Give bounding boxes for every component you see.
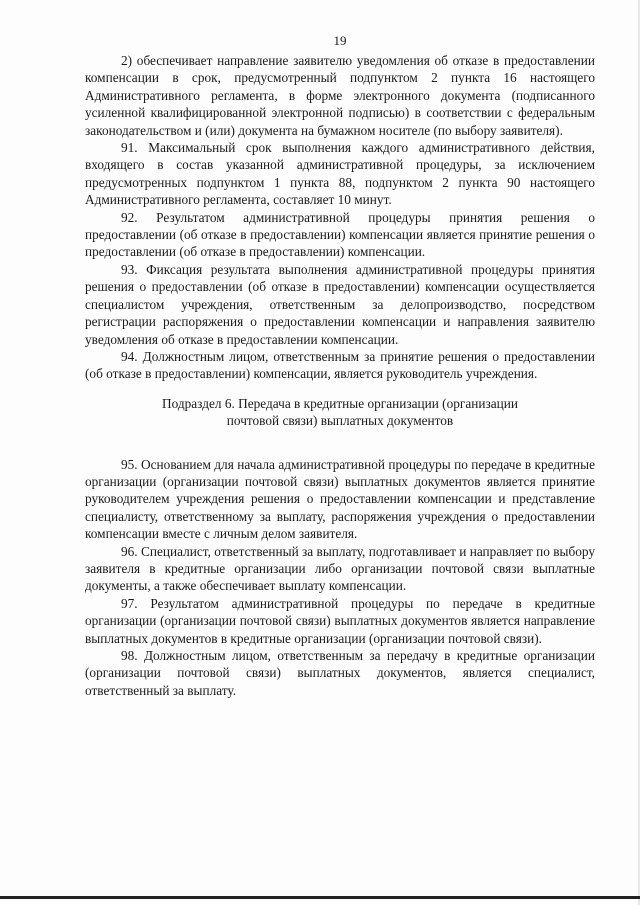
paragraph-97: 97. Результатом административной процедуры по передаче в кредитные организации (организации почтовой связи) выплатных документов является направление выплатных документов в кредитные организации (организации почтовой связи). <box>85 595 595 646</box>
heading-spacer <box>85 430 595 456</box>
paragraph-94: 94. Должностным лицом, ответственным за принятие решения о предоставлении (об отказе в предоставлении) компенсации, является руководитель учреждения. <box>85 348 595 382</box>
subsection-heading-line-2: почтовой связи) выплатных документов <box>226 413 454 429</box>
subsection-heading <box>85 395 595 430</box>
paragraph-96: 96. Специалист, ответственный за выплату, подготавливает и направляет по выбору заявителя в кредитные организации либо организации почтовой связи выплатные документы, а также обеспечивает выплату компенсации. <box>85 543 595 594</box>
page-body <box>85 52 595 699</box>
paragraph-91: 91. Максимальный срок выполнения каждого административного действия, входящего в состав указанной административной процедуры, за исключением предусмотренных подпунктом 1 пункта 88, подпунктом 2 пункта 90 настоящего Административного регламента, составляет 10 минут. <box>85 140 595 208</box>
paragraph-90-item-2: 2) обеспечивает направление заявителю уведомления об отказе в предоставлении компенсации в срок, предусмотренный подпунктом 2 пункта 16 настоящего Административного регламента, в форме электронного документа (подписанного усиленной квалифицированной электронной подписью) в соответствии с федеральным законодательством и (или) документа на бумажном носителе (по выбору заявителя). <box>85 53 595 138</box>
paragraph-93: 93. Фиксация результата выполнения административной процедуры принятия решения о предоставлении (об отказе в предоставлении) компенсации осуществляется специалистом учреждения, ответственным за делопроизводство, посредством регистрации распоряжения о предоставлении компенсации и направления заявителю уведомления об отказе в предоставлении компенсации. <box>85 261 595 347</box>
scan-bottom-edge <box>0 896 640 899</box>
paragraph-92: 92. Результатом административной процедуры принятия решения о предоставлении (об отказе в предоставлении) компенсации является принятие решения о предоставлении (об отказе в предоставлении) компенсации. <box>85 209 595 260</box>
paragraph-98: 98. Должностным лицом, ответственным за передачу в кредитные организации (организации почтовой связи) выплатных документов, является специалист, ответственный за выплату. <box>85 648 595 698</box>
subsection-heading-line-1: Подраздел 6. Передача в кредитные организации (организации <box>162 395 518 411</box>
paragraph-95: 95. Основанием для начала административной процедуры по передаче в кредитные организации (организации почтовой связи) выплатных документов является принятие руководителем учреждения решения о предоставлении компенсации и представление специалисту, ответственному за выплату, распоряжения учреждения о предоставлении компенсации вместе с личным делом заявителя. <box>85 456 595 542</box>
page-number: 19 <box>333 33 347 48</box>
